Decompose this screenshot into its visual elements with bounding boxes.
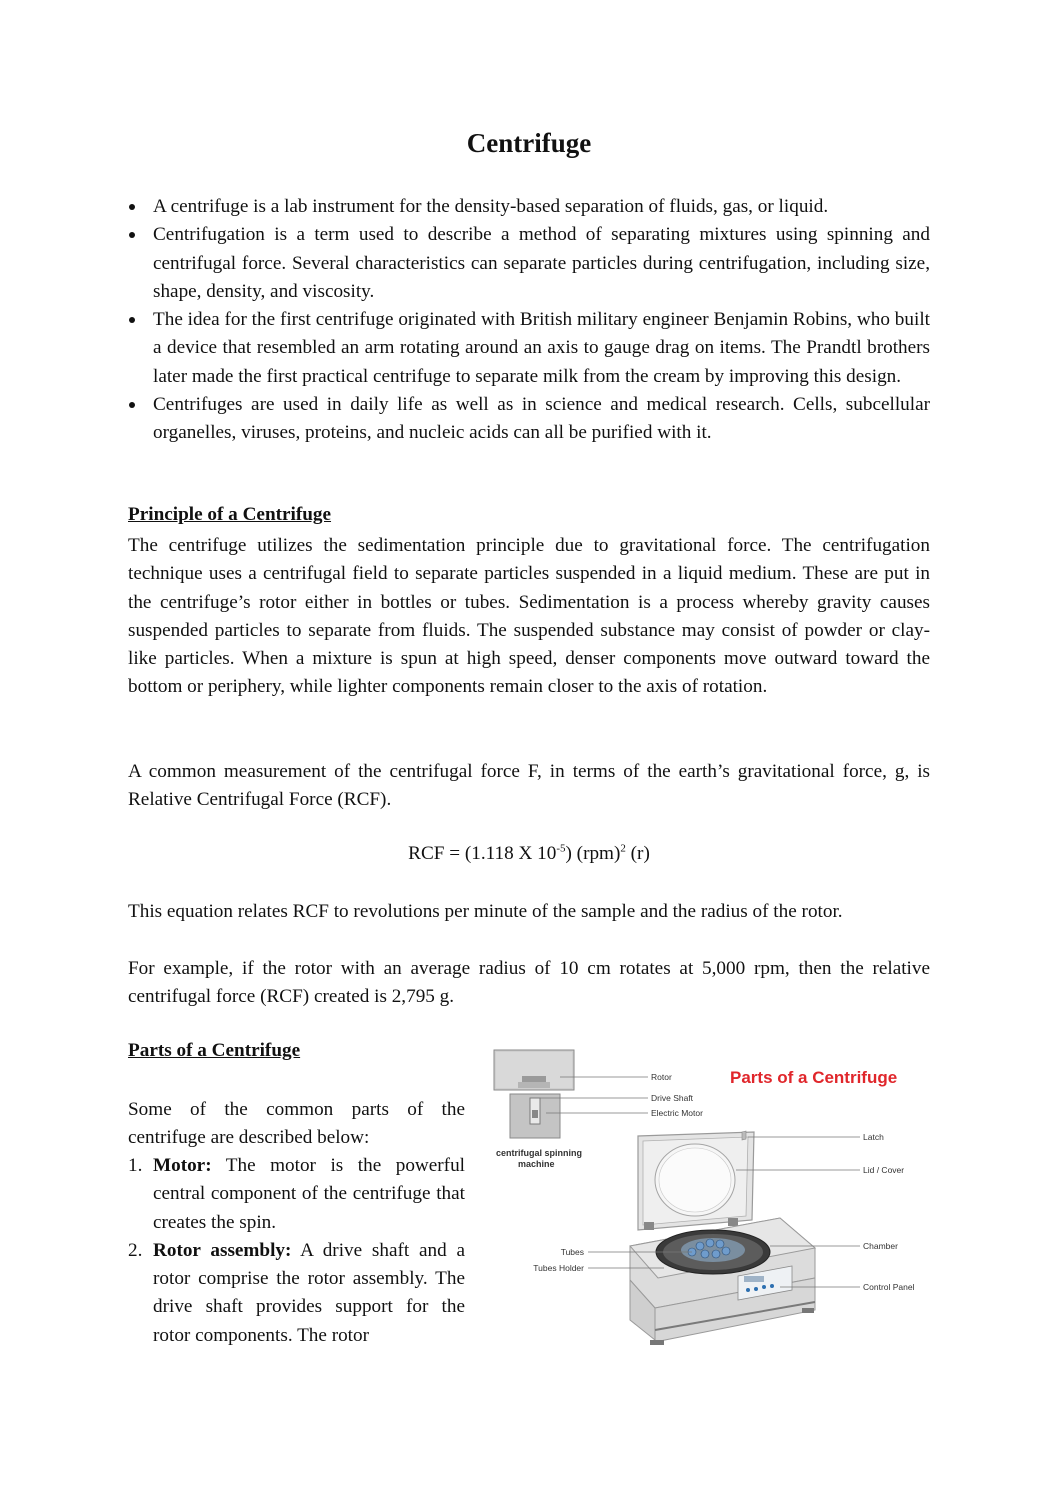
centrifuge-illustration <box>480 1040 940 1360</box>
equation-note: This equation relates RCF to revolutions per minute of the sample and the radius of the rotor. <box>128 901 843 922</box>
list-item <box>128 193 930 221</box>
bullet-text: A centrifuge is a lab instrument for the density-based separation of fluids, gas, or liquid. <box>153 196 829 217</box>
principle-heading: Principle of a Centrifuge <box>128 504 332 525</box>
page-title: Centrifuge <box>466 128 592 158</box>
bullet-icon <box>129 402 135 408</box>
centrifuge-machine <box>630 1131 815 1345</box>
label-latch: Latch <box>863 1132 884 1142</box>
list-item <box>128 306 930 391</box>
label-lid-cover: Lid / Cover <box>863 1165 905 1175</box>
formula-exponent: 2 <box>620 842 626 855</box>
label-rotor: Rotor <box>651 1072 672 1082</box>
parts-intro: Some of the common parts of the centrifuge are described below: <box>128 1099 465 1149</box>
part-description: A drive shaft and a rotor comprise the rotor assembly. The drive shaft provides support for the rotor components. The rotor <box>153 1239 465 1346</box>
formula-part: (r) <box>625 843 650 864</box>
list-item <box>128 1152 465 1237</box>
bullet-icon <box>129 317 135 323</box>
spinning-machine-schematic <box>494 1050 574 1138</box>
bullet-text: The idea for the first centrifuge originated with British military engineer Benjamin Robins, who built a device that resembled an arm rotating around an axis to gauge drag on items. The Prandtl brothers later made the first practical centrifuge to separate milk from the cream by improving this design. <box>153 309 930 387</box>
formula-exponent: -5 <box>556 842 566 855</box>
machine-caption: machine <box>518 1159 555 1169</box>
bullet-text: Centrifugation is a term used to describe a method of separating mixtures using spinning and centrifugal force. Several characteristics can separate particles during centrifugation, including size, shape, density, and viscosity. <box>153 224 930 302</box>
parts-numbered-list <box>128 1152 465 1350</box>
machine-caption: centrifugal spinning <box>496 1148 583 1158</box>
figure-title: Parts of a Centrifuge <box>730 1068 898 1087</box>
bullet-icon <box>129 204 135 210</box>
label-drive-shaft: Drive Shaft <box>651 1093 694 1103</box>
list-number: 2. <box>128 1239 143 1261</box>
part-description: The motor is the powerful central component of the centrifuge that creates the spin. <box>153 1155 465 1233</box>
bullet-text: Centrifuges are used in daily life as well as in science and medical research. Cells, subcellular organelles, viruses, proteins, and nucleic acids can all be purified with it. <box>153 394 930 444</box>
centrifuge-parts-figure <box>480 1040 940 1360</box>
formula-part: ) (rpm) <box>565 843 621 864</box>
list-item <box>128 221 930 306</box>
principle-paragraph: The centrifuge utilizes the sedimentation principle due to gravitational force. The centrifugation technique uses a centrifugal field to separate particles suspended in a liquid medium. These are put in the centrifuge’s rotor either in bottles or tubes. Sedimentation is a process whereby gravity causes suspended particles to separate from fluids. The suspended substance may consist of powder or clay-like particles. When a mixture is spun at high speed, denser components move outward toward the bottom or periphery, while lighter components remain closer to the axis of rotation. <box>128 535 930 698</box>
list-item <box>128 391 930 448</box>
label-tubes-holder: Tubes Holder <box>533 1263 584 1273</box>
part-term: Rotor assembly: <box>153 1239 292 1261</box>
bullet-icon <box>129 232 135 238</box>
formula-part: RCF = (1.118 X 10 <box>408 843 557 864</box>
example-paragraph: For example, if the rotor with an average radius of 10 cm rotates at 5,000 rpm, then the relative centrifugal force (RCF) created is 2,795 g. <box>128 958 930 1008</box>
intro-bullet-list <box>128 193 930 448</box>
part-term: Motor: <box>153 1155 212 1176</box>
rcf-formula <box>0 843 1058 865</box>
parts-heading: Parts of a Centrifuge <box>128 1040 301 1061</box>
label-chamber: Chamber <box>863 1241 898 1251</box>
list-item <box>128 1237 465 1350</box>
label-tubes: Tubes <box>560 1247 584 1257</box>
label-electric-motor: Electric Motor <box>651 1108 703 1118</box>
rcf-intro-paragraph: A common measurement of the centrifugal force F, in terms of the earth’s gravitational force, g, is Relative Centrifugal Force (RCF). <box>128 761 930 811</box>
label-control-panel: Control Panel <box>863 1282 915 1292</box>
list-number: 1. <box>128 1155 143 1176</box>
